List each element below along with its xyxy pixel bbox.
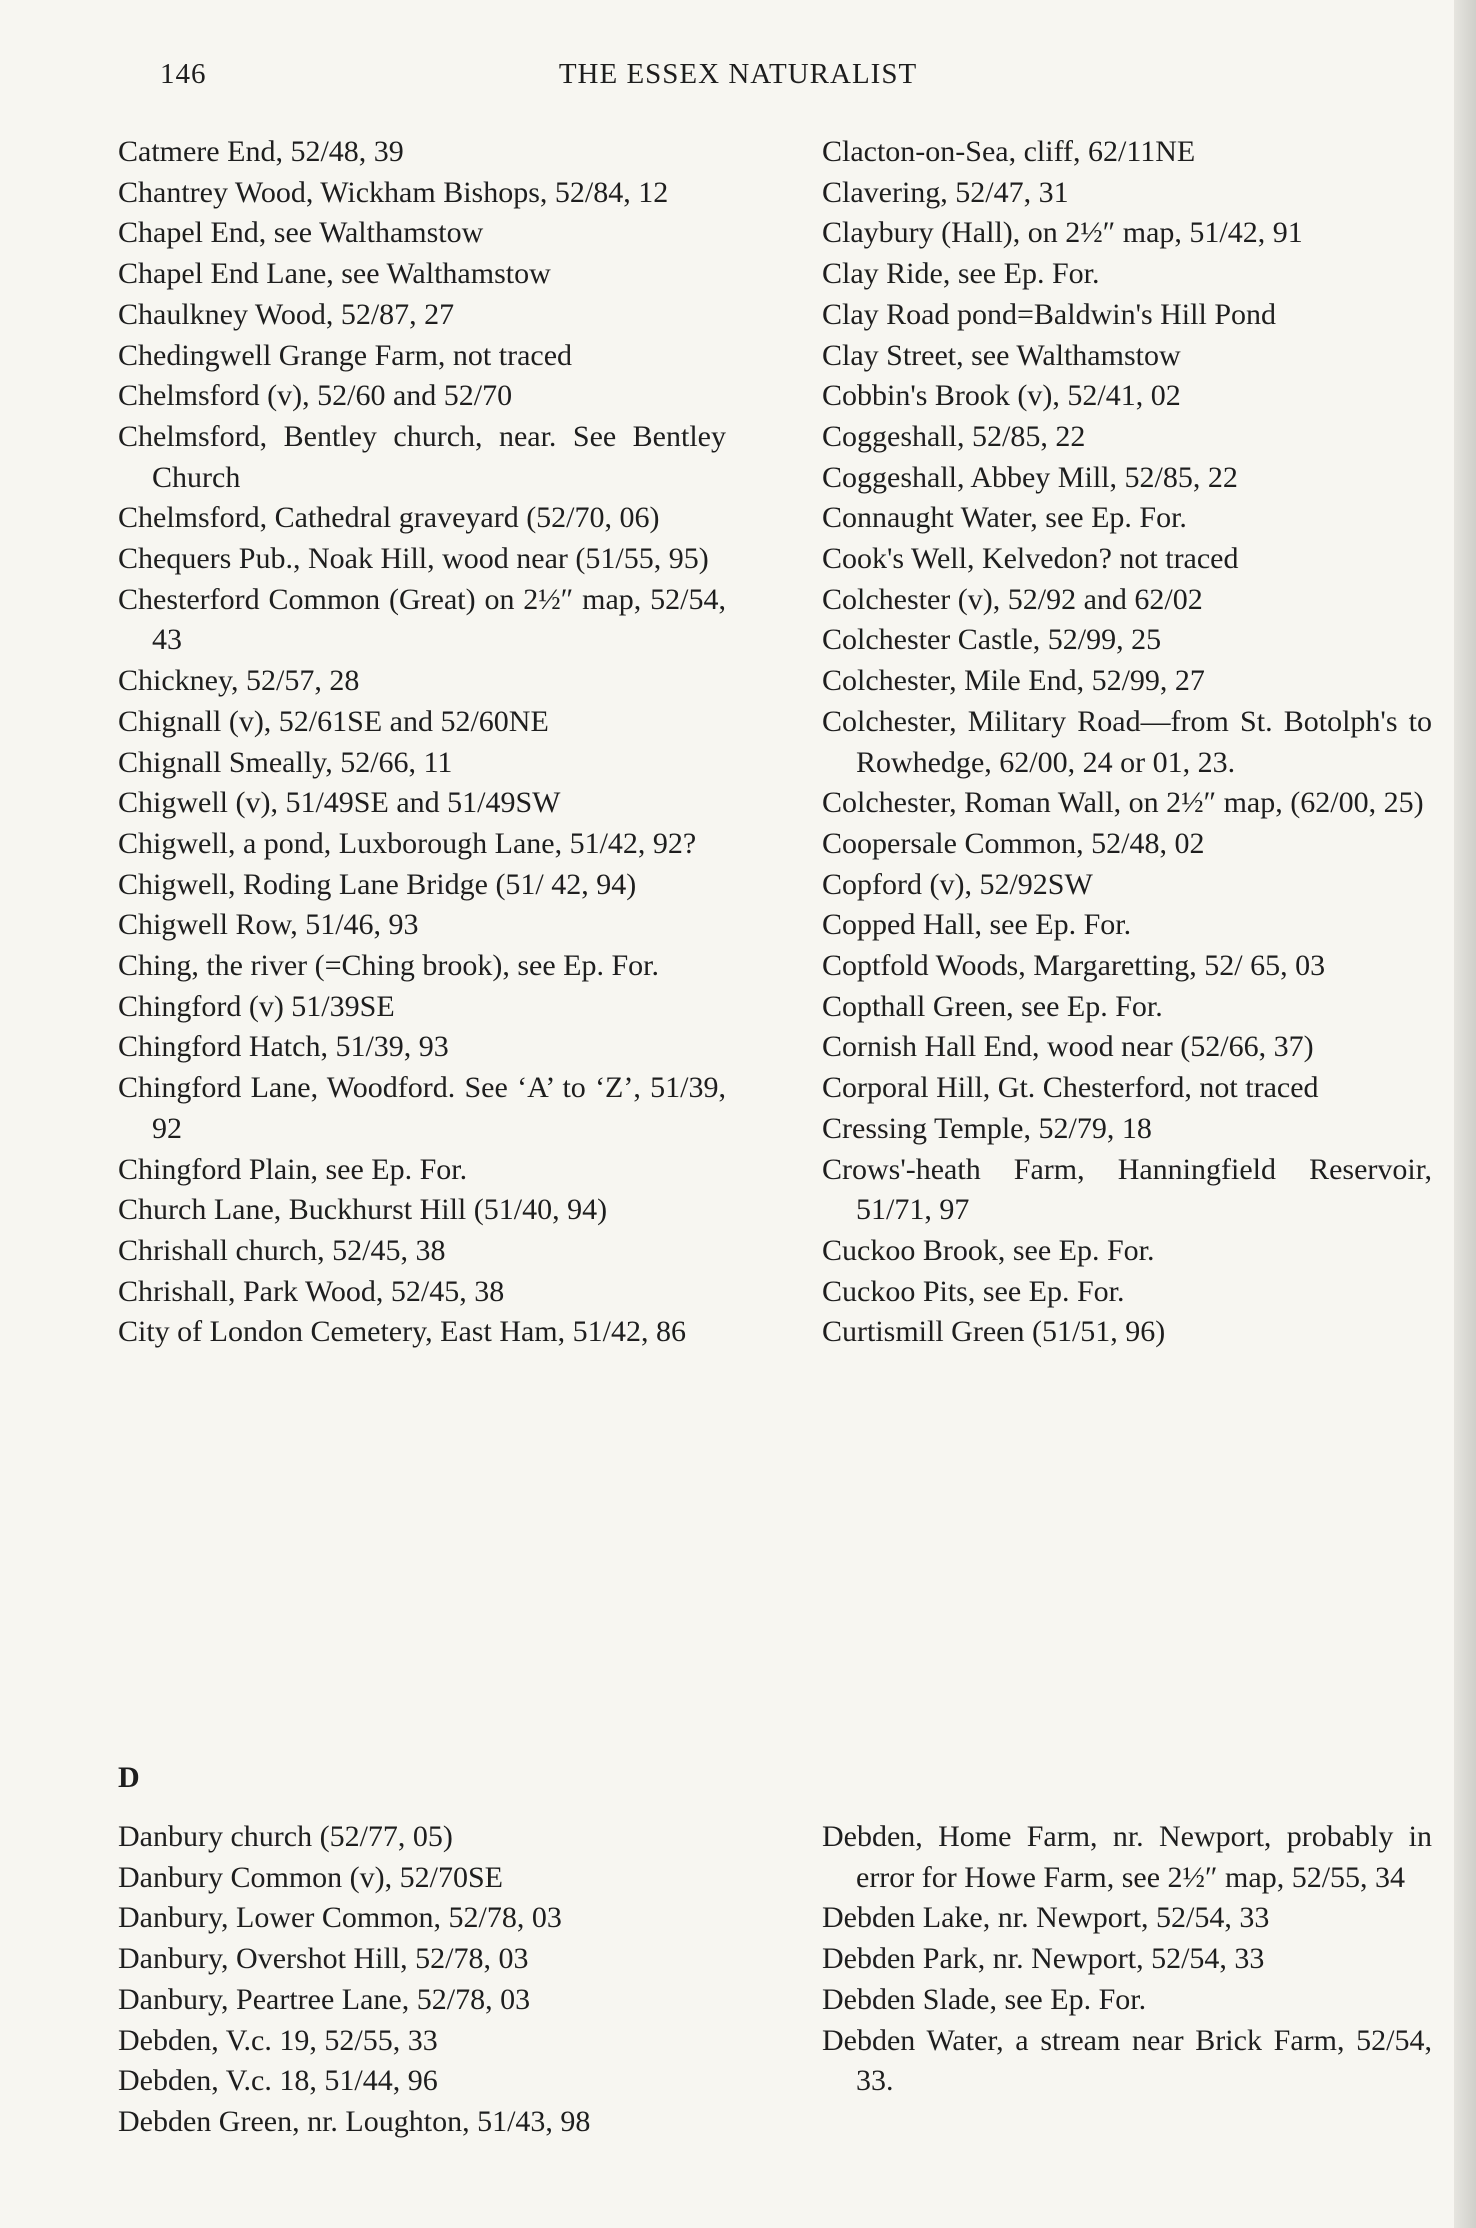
index-entry: Ching, the river (=Ching brook), see Ep. For.: [118, 949, 660, 983]
index-entry: Chignall (v), 52/61SE and 52/60NE: [118, 704, 549, 738]
index-entry: Chigwell (v), 51/49SE and 51/49SW: [118, 786, 561, 820]
section-letter-wrap: [118, 1758, 726, 1799]
index-entry: Chelmsford, Bentley church, near. See Bentley Church: [118, 419, 726, 494]
index-entry: Chelmsford (v), 52/60 and 52/70: [118, 379, 513, 413]
page-number: 146: [160, 58, 207, 90]
index-entry: Debden Park, nr. Newport, 52/54, 33: [822, 1942, 1265, 1976]
index-entry: Coggeshall, Abbey Mill, 52/85, 22: [822, 460, 1238, 494]
index-entry: City of London Cemetery, East Ham, 51/42, 86: [118, 1315, 686, 1349]
left-column-c-entries: [118, 132, 726, 1353]
section-letter-d: D: [118, 1761, 140, 1794]
index-entry: Coptfold Woods, Margaretting, 52/ 65, 03: [822, 949, 1326, 983]
index-entry: Chantrey Wood, Wickham Bishops, 52/84, 12: [118, 175, 669, 209]
index-entry: Copthall Green, see Ep. For.: [822, 989, 1163, 1023]
journal-title: THE ESSEX NATURALIST: [558, 58, 918, 90]
index-entry: Chapel End Lane, see Walthamstow: [118, 257, 551, 291]
right-column-d-entries: [822, 1817, 1432, 2102]
index-entry: Cuckoo Brook, see Ep. For.: [822, 1233, 1155, 1267]
index-entry: Church Lane, Buckhurst Hill (51/40, 94): [118, 1193, 608, 1227]
index-entry: Chelmsford, Cathedral graveyard (52/70, 06): [118, 501, 660, 535]
index-entry: Chedingwell Grange Farm, not traced: [118, 338, 573, 372]
index-entry: Cobbin's Brook (v), 52/41, 02: [822, 379, 1181, 413]
index-entry: Colchester, Military Road—from St. Botolph's to Rowhedge, 62/00, 24 or 01, 23.: [822, 704, 1432, 779]
index-entry: Debden Slade, see Ep. For.: [822, 1982, 1147, 2016]
index-entry: Chigwell, a pond, Luxborough Lane, 51/42, 92?: [118, 826, 697, 860]
index-entry: Danbury, Peartree Lane, 52/78, 03: [118, 1982, 531, 2016]
index-entry: Connaught Water, see Ep. For.: [822, 501, 1187, 535]
index-entry: Coggeshall, 52/85, 22: [822, 419, 1086, 453]
index-entry: Debden Green, nr. Loughton, 51/43, 98: [118, 2104, 591, 2138]
index-entry: Clay Street, see Walthamstow: [822, 338, 1181, 372]
index-entry: Chingford Hatch, 51/39, 93: [118, 1030, 449, 1064]
index-entry: Crows'-heath Farm, Hanningfield Reservoir, 51/71, 97: [822, 1152, 1432, 1227]
index-entry: Chignall Smeally, 52/66, 11: [118, 745, 453, 779]
index-entry: Copped Hall, see Ep. For.: [822, 908, 1132, 942]
index-entry: Clavering, 52/47, 31: [822, 175, 1069, 209]
index-entry: Colchester, Mile End, 52/99, 27: [822, 664, 1205, 698]
index-entry: Claybury (Hall), on 2½″ map, 51/42, 91: [822, 216, 1303, 250]
index-entry: Danbury Common (v), 52/70SE: [118, 1860, 503, 1894]
index-entry: Chrishall church, 52/45, 38: [118, 1233, 446, 1267]
index-entry: Debden Lake, nr. Newport, 52/54, 33: [822, 1901, 1270, 1935]
index-entry: Chrishall, Park Wood, 52/45, 38: [118, 1274, 505, 1308]
page-edge: [1454, 0, 1476, 2228]
index-entry: Danbury, Lower Common, 52/78, 03: [118, 1901, 562, 1935]
index-entry: Copford (v), 52/92SW: [822, 867, 1093, 901]
index-entry: Clacton-on-Sea, cliff, 62/11NE: [822, 135, 1196, 168]
index-entry: Danbury church (52/77, 05): [118, 1820, 453, 1853]
index-entry: Coopersale Common, 52/48, 02: [822, 826, 1205, 860]
index-entry: Colchester (v), 52/92 and 62/02: [822, 582, 1203, 616]
index-entry: Cuckoo Pits, see Ep. For.: [822, 1274, 1125, 1308]
index-entry: Chequers Pub., Noak Hill, wood near (51/55, 95): [118, 542, 709, 576]
index-entry: Cook's Well, Kelvedon? not traced: [822, 542, 1239, 576]
index-entry: Debden, V.c. 18, 51/44, 96: [118, 2064, 438, 2098]
index-entry: Curtismill Green (51/51, 96): [822, 1315, 1166, 1349]
index-entry: Debden, V.c. 19, 52/55, 33: [118, 2023, 438, 2057]
index-entry: Cressing Temple, 52/79, 18: [822, 1111, 1152, 1145]
index-entry: Chingford (v) 51/39SE: [118, 989, 395, 1023]
index-entry: Chickney, 52/57, 28: [118, 664, 360, 698]
index-entry: Clay Road pond=Baldwin's Hill Pond: [822, 297, 1276, 331]
index-entry: Catmere End, 52/48, 39: [118, 135, 404, 168]
left-column-d-entries: [118, 1817, 726, 2143]
index-entry: Chingford Lane, Woodford. See ‘A’ to ‘Z’, 51/39, 92: [118, 1071, 726, 1145]
index-entry: Colchester, Roman Wall, on 2½″ map, (62/00, 25): [822, 786, 1424, 820]
index-entry: Cornish Hall End, wood near (52/66, 37): [822, 1030, 1314, 1064]
index-entry: Chesterford Common (Great) on 2½″ map, 52/54, 43: [118, 582, 726, 657]
running-head: [0, 58, 1476, 98]
index-entry: Danbury, Overshot Hill, 52/78, 03: [118, 1942, 529, 1976]
index-entry: Chigwell Row, 51/46, 93: [118, 908, 419, 942]
index-entry: Chingford Plain, see Ep. For.: [118, 1152, 468, 1186]
index-entry: Colchester Castle, 52/99, 25: [822, 623, 1162, 657]
index-entry: Chapel End, see Walthamstow: [118, 216, 484, 250]
index-entry: Debden Water, a stream near Brick Farm, 52/54, 33.: [822, 2023, 1432, 2098]
index-entry: Chaulkney Wood, 52/87, 27: [118, 297, 455, 331]
index-entry: Corporal Hill, Gt. Chesterford, not traced: [822, 1071, 1319, 1105]
index-entry: Debden, Home Farm, nr. Newport, probably in error for Howe Farm, see 2½″ map, 52/55, 34: [822, 1820, 1432, 1894]
right-column-c-entries: [822, 132, 1432, 1353]
index-entry: Clay Ride, see Ep. For.: [822, 257, 1100, 291]
index-entry: Chigwell, Roding Lane Bridge (51/ 42, 94): [118, 867, 637, 901]
